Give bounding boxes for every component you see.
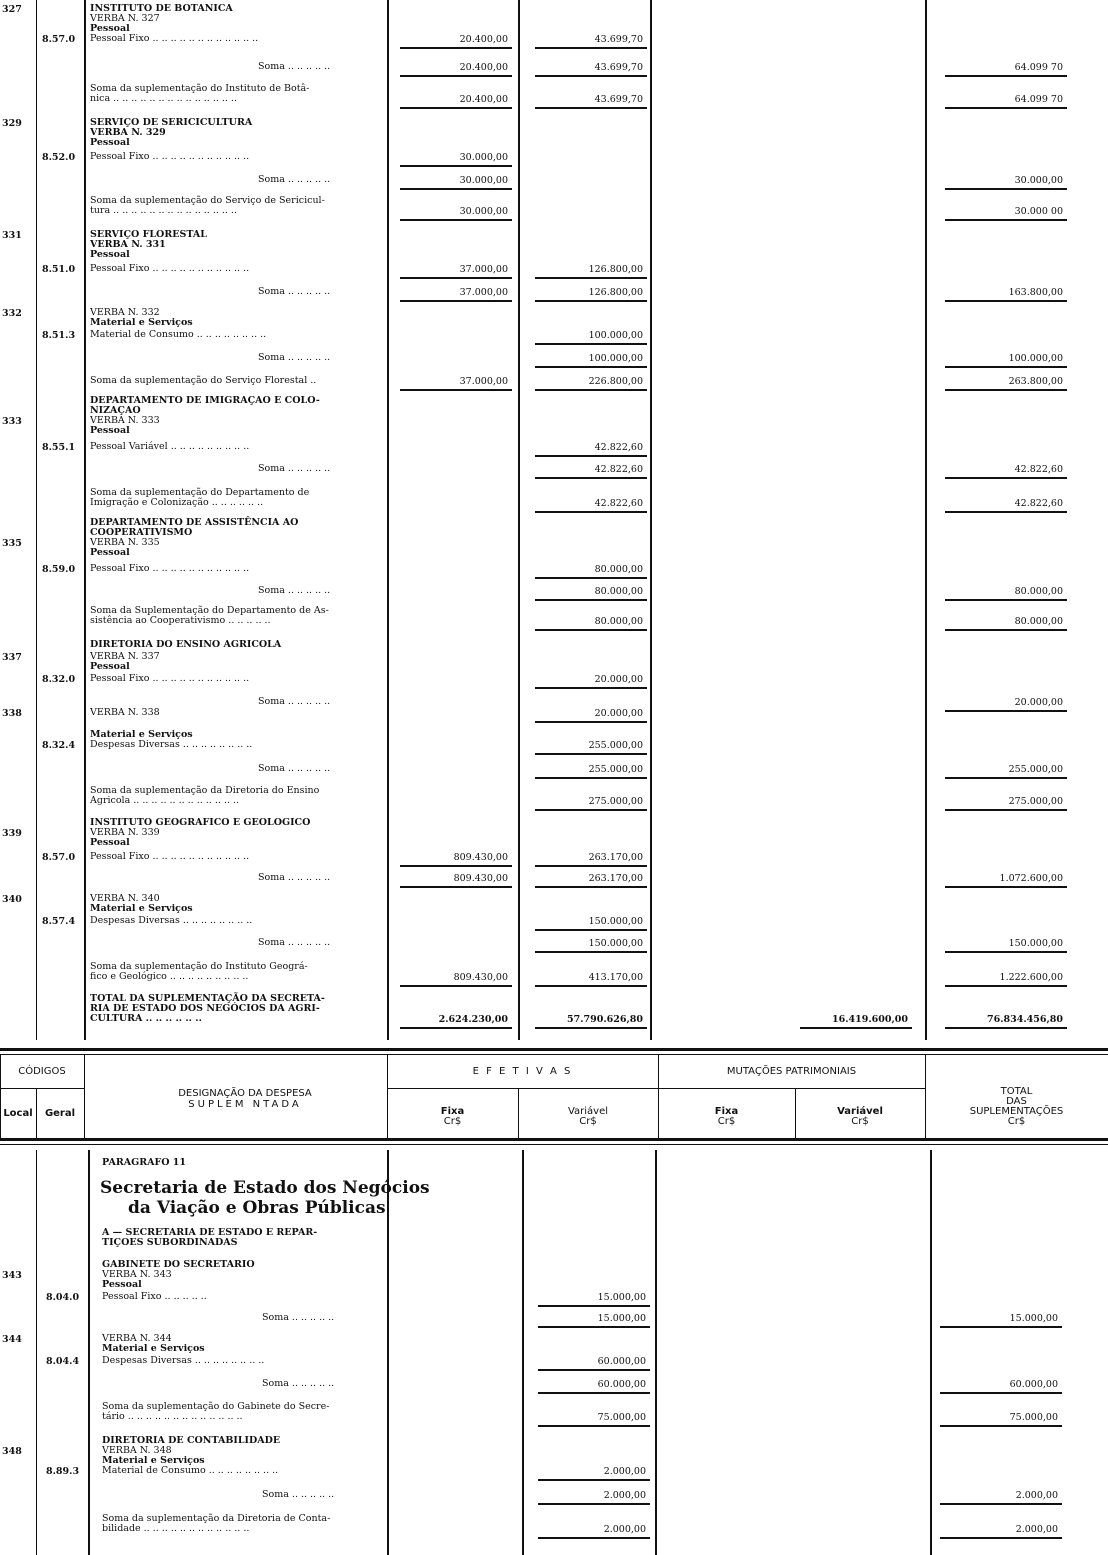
designacao: Imigração e Colonização .. .. .. .. .. .. xyxy=(90,497,264,508)
value-total: 163.800,00 xyxy=(1008,287,1063,298)
value-variavel: 263.170,00 xyxy=(588,852,643,863)
value-variavel: 100.000,00 xyxy=(588,353,643,364)
underline xyxy=(535,886,647,888)
value-total: 263.800,00 xyxy=(1008,376,1063,387)
underline xyxy=(945,629,1067,631)
code-geral: 8.51.0 xyxy=(42,264,76,275)
code-geral: 8.52.0 xyxy=(42,152,76,163)
header-col-rule xyxy=(84,1055,85,1138)
designacao: Material e Serviços xyxy=(90,729,193,740)
underline xyxy=(535,753,647,755)
value-variavel: 80.000,00 xyxy=(594,564,643,575)
column-rule xyxy=(36,0,37,1040)
section-title: Secretaria de Estado dos Negócios xyxy=(100,1178,430,1198)
designacao: Pessoal Fixo .. .. .. .. .. .. .. .. .. .. .. xyxy=(90,563,250,574)
designacao: tário .. .. .. .. .. .. .. .. .. .. .. .. .. xyxy=(102,1411,243,1422)
underline xyxy=(538,1369,650,1371)
value-variavel: 20.000,00 xyxy=(594,674,643,685)
designacao: VERBA N. 327 xyxy=(90,13,160,24)
value-variavel: 413.170,00 xyxy=(588,972,643,983)
designacao: fico e Geológico .. .. .. .. .. .. .. .. .. xyxy=(90,971,249,982)
designacao: VERBA N. 344 xyxy=(102,1333,172,1344)
value-total: 255.000,00 xyxy=(1008,764,1063,775)
underline xyxy=(400,865,512,867)
code-local: 331 xyxy=(2,230,22,241)
code-local: 329 xyxy=(2,118,22,129)
header-variavel: Variável xyxy=(567,1106,609,1117)
section-subtitle-2: TIÇOES SUBORDINADAS xyxy=(102,1237,238,1248)
underline xyxy=(400,886,512,888)
designacao: INSTITUTO DE BOTANICA xyxy=(90,3,233,14)
code-local: 348 xyxy=(2,1446,22,1457)
designacao: VERBA N. 331 xyxy=(90,239,166,250)
column-rule xyxy=(655,1150,657,1555)
column-rule xyxy=(387,1150,389,1555)
designacao: Soma da suplementação do Gabinete do Secre- xyxy=(102,1401,330,1412)
designacao: DIRETORIA DO ENSINO AGRICOLA xyxy=(90,639,282,650)
designacao: Material e Serviços xyxy=(102,1455,205,1466)
column-rule xyxy=(650,0,652,1040)
designacao: Material de Consumo .. .. .. .. .. .. .. .. xyxy=(90,329,267,340)
underline xyxy=(400,47,512,49)
designacao: TOTAL DA SUPLEMENTAÇÃO DA SECRETA- xyxy=(90,993,325,1004)
designacao: Pessoal xyxy=(90,137,130,148)
value-fixa: 30.000,00 xyxy=(459,206,508,217)
value-total: 30.000,00 xyxy=(1014,175,1063,186)
underline xyxy=(945,107,1067,109)
value-variavel: 150.000,00 xyxy=(588,938,643,949)
designacao: CULTURA .. .. .. .. .. .. xyxy=(90,1013,202,1024)
underline xyxy=(940,1392,1062,1394)
underline xyxy=(400,1027,512,1029)
code-geral: 8.59.0 xyxy=(42,564,76,575)
underline xyxy=(538,1392,650,1394)
value-variavel: 255.000,00 xyxy=(588,764,643,775)
underline xyxy=(535,343,647,345)
value-fixa: 809.430,00 xyxy=(453,852,508,863)
underline xyxy=(535,951,647,953)
code-geral: 8.32.4 xyxy=(42,740,76,751)
code-geral: 8.04.4 xyxy=(46,1356,80,1367)
value-fixa: 809.430,00 xyxy=(453,972,508,983)
value-fixa: 37.000,00 xyxy=(459,376,508,387)
code-local: 338 xyxy=(2,708,22,719)
value-variavel: 263.170,00 xyxy=(588,873,643,884)
code-local: 327 xyxy=(2,4,22,15)
designacao: VERBA N. 335 xyxy=(90,537,160,548)
designacao: Soma .. .. .. .. .. xyxy=(258,352,331,363)
code-geral: 8.57.4 xyxy=(42,916,76,927)
designacao: Material e Serviços xyxy=(90,903,193,914)
underline xyxy=(535,477,647,479)
underline xyxy=(800,1027,912,1029)
code-local: 339 xyxy=(2,828,22,839)
designacao: Despesas Diversas .. .. .. .. .. .. .. .. xyxy=(90,915,253,926)
designacao: Soma .. .. .. .. .. xyxy=(258,937,331,948)
value-variavel: 2.000,00 xyxy=(603,1524,646,1535)
code-local: 335 xyxy=(2,538,22,549)
code-local: 333 xyxy=(2,416,22,427)
header-designacao: DESIGNAÇÃO DA DESPESA xyxy=(178,1088,312,1099)
underline xyxy=(945,951,1067,953)
designacao: Soma .. .. .. .. .. xyxy=(258,585,331,596)
designacao: Agricola .. .. .. .. .. .. .. .. .. .. .. .. xyxy=(90,795,239,806)
designacao: bilidade .. .. .. .. .. .. .. .. .. .. .. .. xyxy=(102,1523,250,1534)
underline xyxy=(535,455,647,457)
value-total: 15.000,00 xyxy=(1009,1313,1058,1324)
underline xyxy=(940,1425,1062,1427)
designacao: Material de Consumo .. .. .. .. .. .. .. .. xyxy=(102,1465,279,1476)
designacao: COOPERATIVISMO xyxy=(90,527,193,538)
underline xyxy=(535,929,647,931)
value-variavel: 43.699,70 xyxy=(594,94,643,105)
designacao: VERBA N. 343 xyxy=(102,1269,172,1280)
designacao: Despesas Diversas .. .. .. .. .. .. .. .. xyxy=(102,1355,265,1366)
underline xyxy=(538,1503,650,1505)
underline xyxy=(400,107,512,109)
underline xyxy=(535,687,647,689)
column-rule xyxy=(84,0,86,1040)
underline xyxy=(400,389,512,391)
paragraph-label: PARAGRAFO 11 xyxy=(102,1157,187,1168)
designacao: VERBA N. 340 xyxy=(90,893,160,904)
underline xyxy=(945,777,1067,779)
underline xyxy=(940,1326,1062,1328)
header-mut-fixa-cr: Cr$ xyxy=(717,1116,736,1127)
value-total: 80.000,00 xyxy=(1014,616,1063,627)
designacao: Soma da suplementação do Instituto Geográ- xyxy=(90,961,308,972)
designacao: Despesas Diversas .. .. .. .. .. .. .. .. xyxy=(90,739,253,750)
designacao: VERBA N. 333 xyxy=(90,415,160,426)
value-variavel: 43.699,70 xyxy=(594,34,643,45)
designacao: DEPARTAMENTO DE ASSISTÊNCIA AO xyxy=(90,517,299,528)
value-mutacao-variavel: 16.419.600,00 xyxy=(831,1014,908,1025)
value-variavel: 15.000,00 xyxy=(597,1313,646,1324)
value-variavel: 100.000,00 xyxy=(588,330,643,341)
value-total: 1.072.600,00 xyxy=(999,873,1063,884)
code-local: 343 xyxy=(2,1270,22,1281)
code-local: 337 xyxy=(2,652,22,663)
underline xyxy=(945,219,1067,221)
designacao: Pessoal xyxy=(90,249,130,260)
designacao: Material e Serviços xyxy=(102,1343,205,1354)
designacao: SERVIÇO FLORESTAL xyxy=(90,229,207,240)
header-rule-top-2 xyxy=(0,1054,1108,1055)
designacao: Pessoal Fixo .. .. .. .. .. .. .. .. .. .. .. .. xyxy=(90,33,259,44)
underline xyxy=(535,389,647,391)
value-variavel: 42.822,60 xyxy=(594,442,643,453)
designacao: Soma .. .. .. .. .. xyxy=(258,174,331,185)
code-geral: 8.57.0 xyxy=(42,34,76,45)
header-total-3: SUPLEMENTAÇÕES xyxy=(969,1106,1064,1117)
designacao: Pessoal Fixo .. .. .. .. .. xyxy=(102,1291,207,1302)
column-rule xyxy=(88,1150,90,1555)
underline xyxy=(945,188,1067,190)
designacao: Pessoal Variável .. .. .. .. .. .. .. .. .. xyxy=(90,441,250,452)
value-total: 64.099 70 xyxy=(1014,62,1063,73)
underline xyxy=(945,511,1067,513)
underline xyxy=(535,47,647,49)
value-variavel: 80.000,00 xyxy=(594,586,643,597)
value-variavel: 60.000,00 xyxy=(597,1356,646,1367)
underline xyxy=(538,1425,650,1427)
header-fixa-cr: Cr$ xyxy=(443,1116,462,1127)
designacao: Soma da suplementação do Serviço Florestal .. xyxy=(90,375,317,386)
underline xyxy=(535,599,647,601)
value-variavel: 2.000,00 xyxy=(603,1490,646,1501)
designacao: GABINETE DO SECRETARIO xyxy=(102,1259,255,1270)
underline xyxy=(400,188,512,190)
header-sub-rule xyxy=(387,1088,925,1089)
header-efetivas: E F E T I V A S xyxy=(472,1066,573,1077)
designacao: Pessoal xyxy=(90,23,130,34)
designacao: VERBA N. 337 xyxy=(90,651,160,662)
designacao: VERBA N. 338 xyxy=(90,707,160,718)
code-local: 340 xyxy=(2,894,22,905)
designacao: SERVIÇO DE SERICICULTURA xyxy=(90,117,253,128)
value-total: 30.000 00 xyxy=(1014,206,1063,217)
code-geral: 8.04.0 xyxy=(46,1292,80,1303)
section-title-2: da Viação e Obras Públicas xyxy=(128,1198,386,1218)
underline xyxy=(945,710,1067,712)
header-mut-variavel-cr: Cr$ xyxy=(851,1116,869,1127)
underline xyxy=(945,809,1067,811)
value-variavel: 150.000,00 xyxy=(588,916,643,927)
designacao: Soma .. .. .. .. .. xyxy=(262,1489,335,1500)
value-total: 2.000,00 xyxy=(1015,1490,1058,1501)
designacao: Soma da suplementação da Diretoria de Conta- xyxy=(102,1513,331,1524)
header-local: Local xyxy=(3,1108,33,1119)
designacao: Pessoal xyxy=(90,837,130,848)
value-total: 75.000,00 xyxy=(1009,1412,1058,1423)
header-designacao-2: SUPLEM NTADA xyxy=(188,1099,302,1110)
header-rule-bottom-2 xyxy=(0,1144,1108,1145)
underline xyxy=(945,599,1067,601)
underline xyxy=(538,1305,650,1307)
column-rule xyxy=(518,0,520,1040)
designacao: Soma da suplementação do Departamento de xyxy=(90,487,310,498)
designacao: Soma .. .. .. .. .. xyxy=(258,61,331,72)
designacao: Pessoal Fixo .. .. .. .. .. .. .. .. .. .. .. xyxy=(90,851,250,862)
underline xyxy=(400,300,512,302)
value-fixa: 37.000,00 xyxy=(459,287,508,298)
underline xyxy=(535,721,647,723)
designacao: VERBA N. 329 xyxy=(90,127,166,138)
underline xyxy=(535,985,647,987)
underline xyxy=(945,477,1067,479)
value-total: 1.222.600,00 xyxy=(999,972,1063,983)
value-total: 150.000,00 xyxy=(1008,938,1063,949)
designacao: Soma .. .. .. .. .. xyxy=(262,1378,335,1389)
designacao: Material e Serviços xyxy=(90,317,193,328)
value-variavel: 43.699,70 xyxy=(594,62,643,73)
designacao: NIZAÇAO xyxy=(90,405,141,416)
underline xyxy=(535,300,647,302)
header-codigos: CÓDIGOS xyxy=(18,1066,66,1077)
underline xyxy=(400,75,512,77)
designacao: Pessoal Fixo .. .. .. .. .. .. .. .. .. .. .. xyxy=(90,151,250,162)
underline xyxy=(538,1537,650,1539)
value-variavel: 15.000,00 xyxy=(597,1292,646,1303)
header-fixa: Fixa xyxy=(440,1106,465,1117)
underline xyxy=(945,985,1067,987)
underline xyxy=(538,1479,650,1481)
value-variavel: 42.822,60 xyxy=(594,464,643,475)
designacao: sistência ao Cooperativismo .. .. .. .. .. xyxy=(90,615,271,626)
column-rule xyxy=(522,1150,524,1555)
underline xyxy=(945,389,1067,391)
designacao: Soma .. .. .. .. .. xyxy=(262,1312,335,1323)
designacao: Soma da suplementação do Instituto de Botâ- xyxy=(90,83,310,94)
underline xyxy=(940,1503,1062,1505)
value-variavel: 126.800,00 xyxy=(588,287,643,298)
value-fixa: 20.400,00 xyxy=(459,62,508,73)
value-variavel: 20.000,00 xyxy=(594,708,643,719)
underline xyxy=(535,865,647,867)
underline xyxy=(535,511,647,513)
header-sub-rule xyxy=(0,1088,84,1089)
code-local: 332 xyxy=(2,308,22,319)
underline xyxy=(940,1537,1062,1539)
underline xyxy=(535,777,647,779)
header-rule-bottom xyxy=(0,1138,1108,1141)
header-total-2: DAS xyxy=(1006,1096,1027,1107)
value-variavel: 275.000,00 xyxy=(588,796,643,807)
code-geral: 8.89.3 xyxy=(46,1466,80,1477)
value-variavel: 57.790.626,80 xyxy=(566,1014,643,1025)
designacao: Soma .. .. .. .. .. xyxy=(258,286,331,297)
header-variavel-cr: Cr$ xyxy=(579,1116,597,1127)
value-variavel: 60.000,00 xyxy=(597,1379,646,1390)
header-total-4: Cr$ xyxy=(1007,1116,1026,1127)
designacao: DIRETORIA DE CONTABILIDADE xyxy=(102,1435,281,1446)
value-variavel: 75.000,00 xyxy=(597,1412,646,1423)
underline xyxy=(535,577,647,579)
value-total: 76.834.456,80 xyxy=(986,1014,1063,1025)
value-variavel: 255.000,00 xyxy=(588,740,643,751)
designacao: Pessoal xyxy=(90,547,130,558)
designacao: Pessoal Fixo .. .. .. .. .. .. .. .. .. .. .. xyxy=(90,673,250,684)
underline xyxy=(535,809,647,811)
header-mut-fixa: Fixa xyxy=(714,1106,739,1117)
designacao: RIA DE ESTADO DOS NEGÓCIOS DA AGRI- xyxy=(90,1003,320,1014)
value-fixa: 30.000,00 xyxy=(459,152,508,163)
code-geral: 8.32.0 xyxy=(42,674,76,685)
value-total: 64.099 70 xyxy=(1014,94,1063,105)
code-geral: 8.51.3 xyxy=(42,330,76,341)
code-geral: 8.55.1 xyxy=(42,442,76,453)
underline xyxy=(535,277,647,279)
header-mut-variavel: Variável xyxy=(837,1106,883,1117)
column-rule xyxy=(36,1150,37,1555)
value-total: 2.000,00 xyxy=(1015,1524,1058,1535)
value-fixa: 2.624.230,00 xyxy=(438,1014,508,1025)
underline xyxy=(535,1027,647,1029)
value-variavel: 126.800,00 xyxy=(588,264,643,275)
section-subtitle: A — SECRETARIA DE ESTADO E REPAR- xyxy=(102,1227,318,1238)
underline xyxy=(400,277,512,279)
underline xyxy=(400,165,512,167)
underline xyxy=(945,366,1067,368)
designacao: Soma da suplementação da Diretoria do Ensino xyxy=(90,785,320,796)
designacao: Soma da Suplementação do Departamento de As- xyxy=(90,605,329,616)
value-variavel: 80.000,00 xyxy=(594,616,643,627)
designacao: Pessoal Fixo .. .. .. .. .. .. .. .. .. .. .. xyxy=(90,263,250,274)
designacao: Soma .. .. .. .. .. xyxy=(258,872,331,883)
underline xyxy=(400,219,512,221)
value-total: 80.000,00 xyxy=(1014,586,1063,597)
underline xyxy=(945,1027,1067,1029)
value-total: 20.000,00 xyxy=(1014,697,1063,708)
code-local: 344 xyxy=(2,1334,22,1345)
code-geral: 8.57.0 xyxy=(42,852,76,863)
column-rule xyxy=(387,0,389,1040)
designacao: Soma .. .. .. .. .. xyxy=(258,763,331,774)
designacao: INSTITUTO GEOGRAFICO E GEOLOGICO xyxy=(90,817,311,828)
designacao: Soma .. .. .. .. .. xyxy=(258,463,331,474)
designacao: VERBA N. 332 xyxy=(90,307,160,318)
value-fixa: 30.000,00 xyxy=(459,175,508,186)
designacao: tura .. .. .. .. .. .. .. .. .. .. .. .. .. .. xyxy=(90,205,237,216)
value-total: 42.822,60 xyxy=(1014,498,1063,509)
value-fixa: 809.430,00 xyxy=(453,873,508,884)
value-total: 100.000,00 xyxy=(1008,353,1063,364)
underline xyxy=(945,886,1067,888)
designacao: VERBA N. 348 xyxy=(102,1445,172,1456)
underline xyxy=(945,300,1067,302)
value-variavel: 42.822,60 xyxy=(594,498,643,509)
value-total: 60.000,00 xyxy=(1009,1379,1058,1390)
value-fixa: 20.400,00 xyxy=(459,94,508,105)
underline xyxy=(535,366,647,368)
designacao: Soma .. .. .. .. .. xyxy=(258,696,331,707)
header-total: TOTAL xyxy=(1000,1086,1033,1097)
header-geral: Geral xyxy=(44,1108,76,1119)
underline xyxy=(400,985,512,987)
designacao: Pessoal xyxy=(102,1279,142,1290)
designacao: VERBA N. 339 xyxy=(90,827,160,838)
header-mutacoes: MUTAÇÕES PATRIMONIAIS xyxy=(726,1066,857,1077)
designacao: Pessoal xyxy=(90,425,130,436)
header-rule-top xyxy=(0,1048,1108,1051)
underline xyxy=(535,75,647,77)
underline xyxy=(538,1326,650,1328)
designacao: Pessoal xyxy=(90,661,130,672)
designacao: Soma da suplementação do Serviço de Sericicul- xyxy=(90,195,325,206)
underline xyxy=(945,75,1067,77)
value-variavel: 226.800,00 xyxy=(588,376,643,387)
column-rule xyxy=(925,0,927,1040)
value-total: 275.000,00 xyxy=(1008,796,1063,807)
designacao: nica .. .. .. .. .. .. .. .. .. .. .. .. .. .. xyxy=(90,93,237,104)
underline xyxy=(535,629,647,631)
value-fixa: 20.400,00 xyxy=(459,34,508,45)
value-fixa: 37.000,00 xyxy=(459,264,508,275)
underline xyxy=(535,107,647,109)
value-total: 42.822,60 xyxy=(1014,464,1063,475)
designacao: DEPARTAMENTO DE IMIGRAÇAO E COLO- xyxy=(90,395,320,406)
value-variavel: 2.000,00 xyxy=(603,1466,646,1477)
